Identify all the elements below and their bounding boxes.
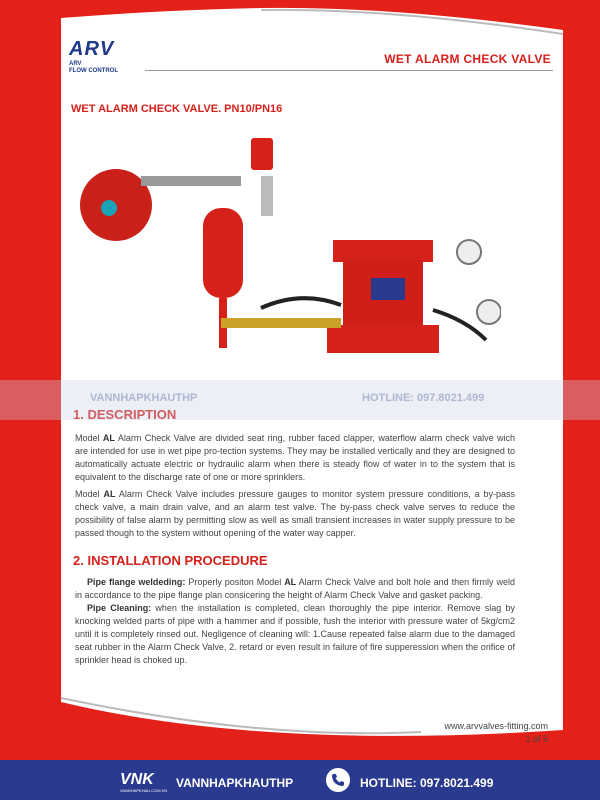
logo-sub-1: ARV [69, 61, 82, 67]
description-paragraph-2: Model AL Alarm Check Valve includes pressure gauges to monitor system pressure conditions, a by-pass check valve, a main drain valve, and an alarm test valve. The by-pass check valve serves to reduce the possibility of false alarm by permitting slow as well as small transient increases in water supply pressure to be passed though to the system without opening of the water way capper. [75, 489, 516, 538]
arv-logo [69, 38, 139, 78]
vnk-logo-caption: VANNHAPKHAU.COM.VN [120, 788, 168, 793]
installation-paragraph-1: Pipe flange weldeding: Properly positon Model AL Alarm Check Valve and bolt hole and then firmly weld in accordance to the pipe flange plan consicering the height of Alarm Check Valve and gasket packing. [75, 577, 515, 600]
vnk-logo-mark: VNK [120, 771, 154, 788]
footer-hotline[interactable]: HOTLINE: 097.8021.499 [360, 776, 494, 790]
logo-mark: ARV [69, 38, 115, 60]
header-title: WET ALARM CHECK VALVE [384, 52, 551, 66]
description-heading: 1. DESCRIPTION [73, 407, 177, 422]
logo-sub-2: FLOW CONTROL [69, 68, 118, 74]
vnk-logo [118, 766, 170, 794]
product-title: WET ALARM CHECK VALVE. PN10/PN16 [71, 103, 283, 115]
footer-banner [0, 760, 600, 800]
installation-heading: 2. INSTALLATION PROCEDURE [73, 553, 268, 568]
watermark-brand: VANNHAPKHAUTHP [90, 392, 198, 404]
description-paragraph-1: Model AL Alarm Check Valve are divided seat ring, rubber faced clapper, waterflow alarm check valve wich are intended for use in wet pipe pro-tection systems. They may be installed vertically and they are designed to automatically actuate electric or hydraulic alarm when there is steady flow of water in to the system that is equivalent to the discharge rate of one or more sprinklers. [75, 433, 515, 482]
valve-photo [71, 130, 501, 375]
header-divider [145, 70, 553, 71]
watermark-phone: HOTLINE: 097.8021.499 [362, 392, 485, 404]
website-text: www.arvvalves-fitting.com [444, 721, 548, 731]
footer-brand: VANNHAPKHAUTHP [176, 776, 294, 790]
installation-paragraph-2: Pipe Cleaning: when the installation is completed, clean thoroughly the pipe interior. Remove slag by knocking welded parts of pipe with a hammer and if possible, fush the interior with pressure water of 5kg/cm2 until it is completely rinsed out. Negligence of cleaning will: 1.Cause repeated false alarm due to the damaged seat rubber in the Alarm Check Valve, 2. retard or even result in failure of fire supperession when the orifice of sprinkler head is choked up. [75, 603, 515, 665]
page-number: 1 of 5 [525, 734, 548, 744]
phone-icon [326, 768, 350, 792]
